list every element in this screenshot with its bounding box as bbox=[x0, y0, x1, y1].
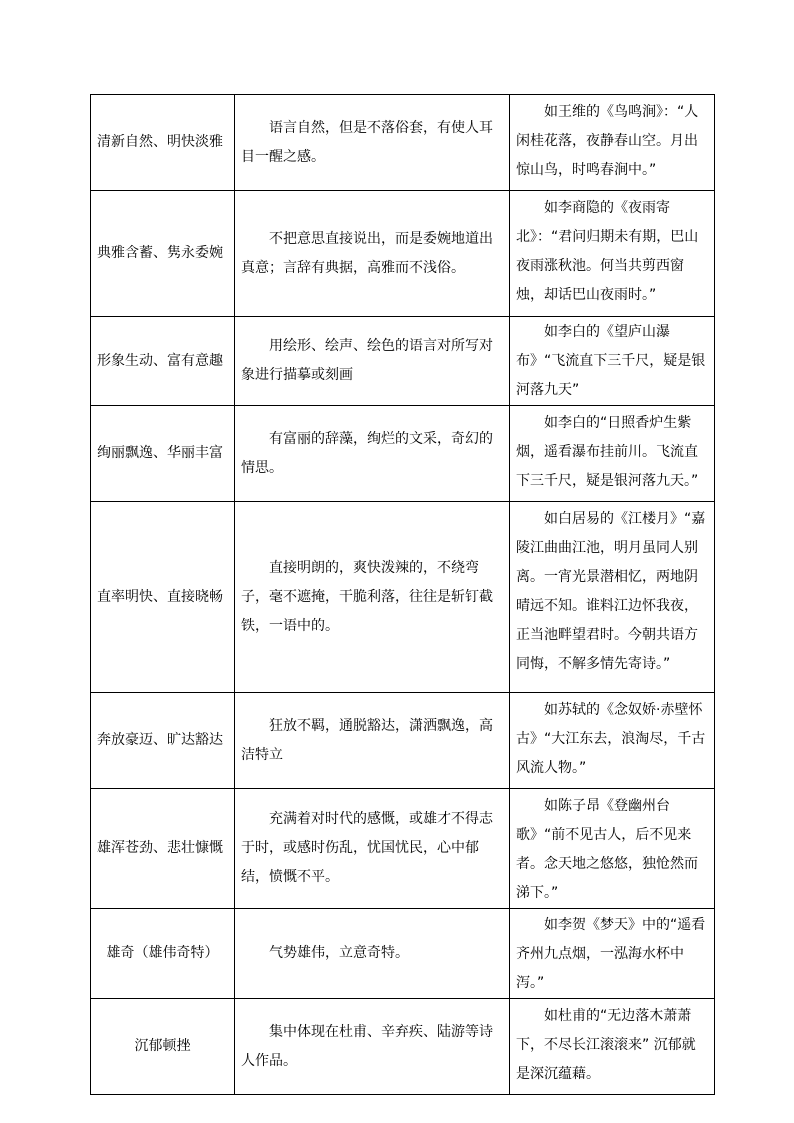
table-row bbox=[91, 317, 715, 406]
style-example-cell bbox=[510, 693, 715, 789]
style-name-cell: 雄浑苍劲、悲壮慷慨 bbox=[91, 789, 235, 909]
style-description-cell bbox=[235, 406, 510, 502]
style-description-cell bbox=[235, 317, 510, 406]
style-example-cell bbox=[510, 406, 715, 502]
style-description-text: 不把意思直接说出，而是委婉地道出真意；言辞有典据，高雅而不浅俗。 bbox=[241, 230, 493, 276]
style-description-cell bbox=[235, 191, 510, 317]
table-row bbox=[91, 502, 715, 693]
style-name-cell: 形象生动、富有意趣 bbox=[91, 317, 235, 406]
style-name-cell: 清新自然、明快淡雅 bbox=[91, 95, 235, 191]
style-description-cell bbox=[235, 999, 510, 1095]
table-row bbox=[91, 406, 715, 502]
style-example-text: 如王维的《鸟鸣涧》：“人闲桂花落，夜静春山空。月出惊山鸟，时鸣春涧中。” bbox=[516, 104, 699, 178]
style-example-cell bbox=[510, 317, 715, 406]
table-row bbox=[91, 191, 715, 317]
style-example-cell bbox=[510, 999, 715, 1095]
style-description-text: 语言自然，但是不落俗套，有使人耳目一醒之感。 bbox=[241, 119, 493, 165]
style-description-text: 直接明朗的，爽快泼辣的，不绕弯子，毫不遮掩，干脆利落，往往是斩钉截铁，一语中的。 bbox=[241, 559, 493, 634]
style-name-cell: 沉郁顿挫 bbox=[91, 999, 235, 1095]
table-row bbox=[91, 789, 715, 909]
style-description-text: 狂放不羁，通脱豁达，潇洒飘逸，高洁特立 bbox=[241, 717, 493, 763]
style-example-cell bbox=[510, 95, 715, 191]
style-example-text: 如李贺《梦天》中的“遥看齐州九点烟，一泓海水杯中泻。” bbox=[516, 917, 706, 991]
style-description-cell bbox=[235, 789, 510, 909]
table-row bbox=[91, 95, 715, 191]
poetry-style-table bbox=[90, 94, 715, 1095]
style-description-text: 气势雄伟，立意奇特。 bbox=[269, 945, 409, 961]
style-description-text: 充满着对时代的感慨，或雄才不得志于时，或感时伤乱，忧国忧民，心中郁结，愤慨不平。 bbox=[241, 811, 493, 885]
style-example-text: 如陈子昂《登幽州台歌》“前不见古人，后不见来者。念天地之悠悠，独怆然而涕下。” bbox=[516, 798, 698, 901]
style-description-text: 有富丽的辞藻，绚烂的文采，奇幻的情思。 bbox=[241, 430, 493, 476]
style-description-text: 用绘形、绘声、绘色的语言对所写对象进行描摹或刻画 bbox=[241, 338, 493, 383]
style-example-text: 如李白的“日照香炉生紫烟，遥看瀑布挂前川。飞流直下三千尺，疑是银河落九天。” bbox=[516, 415, 699, 489]
style-description-cell bbox=[235, 909, 510, 999]
table-row bbox=[91, 999, 715, 1095]
style-description-cell bbox=[235, 693, 510, 789]
style-example-text: 如李商隐的《夜雨寄北》：“君问归期未有期，巴山夜雨涨秋池。何当共剪西窗烛，却话巴山夜雨时。” bbox=[516, 200, 699, 303]
style-name-cell: 奔放豪迈、旷达豁达 bbox=[91, 693, 235, 789]
style-description-cell bbox=[235, 502, 510, 693]
style-example-cell bbox=[510, 909, 715, 999]
style-example-cell bbox=[510, 789, 715, 909]
style-name-cell: 雄奇（雄伟奇特） bbox=[91, 909, 235, 999]
style-example-text: 如白居易的《江楼月》“嘉陵江曲曲江池，明月虽同人别离。一宵光景潜相忆，两地阴晴远不知。谁料江边怀我夜，正当池畔望君时。今朝共语方同悔，不解多情先寄诗。” bbox=[516, 511, 706, 672]
table-row bbox=[91, 693, 715, 789]
style-name-cell: 绚丽飘逸、华丽丰富 bbox=[91, 406, 235, 502]
style-name-cell: 典雅含蓄、隽永委婉 bbox=[91, 191, 235, 317]
style-example-text: 如苏轼的《念奴娇·赤壁怀古》“大江东去，浪淘尽，千古风流人物。” bbox=[516, 702, 706, 776]
style-description-cell bbox=[235, 95, 510, 191]
style-name-cell: 直率明快、直接晓畅 bbox=[91, 502, 235, 693]
style-example-cell bbox=[510, 502, 715, 693]
table-row bbox=[91, 909, 715, 999]
style-description-text: 集中体现在杜甫、辛弃疾、陆游等诗人作品。 bbox=[241, 1023, 493, 1069]
style-example-text: 如杜甫的“无边落木萧萧下，不尽长江滚滚来” 沉郁就是深沉蕴藉。 bbox=[516, 1008, 696, 1082]
style-example-text: 如李白的《望庐山瀑布》“飞流直下三千尺，疑是银河落九天” bbox=[516, 324, 706, 398]
style-example-cell bbox=[510, 191, 715, 317]
